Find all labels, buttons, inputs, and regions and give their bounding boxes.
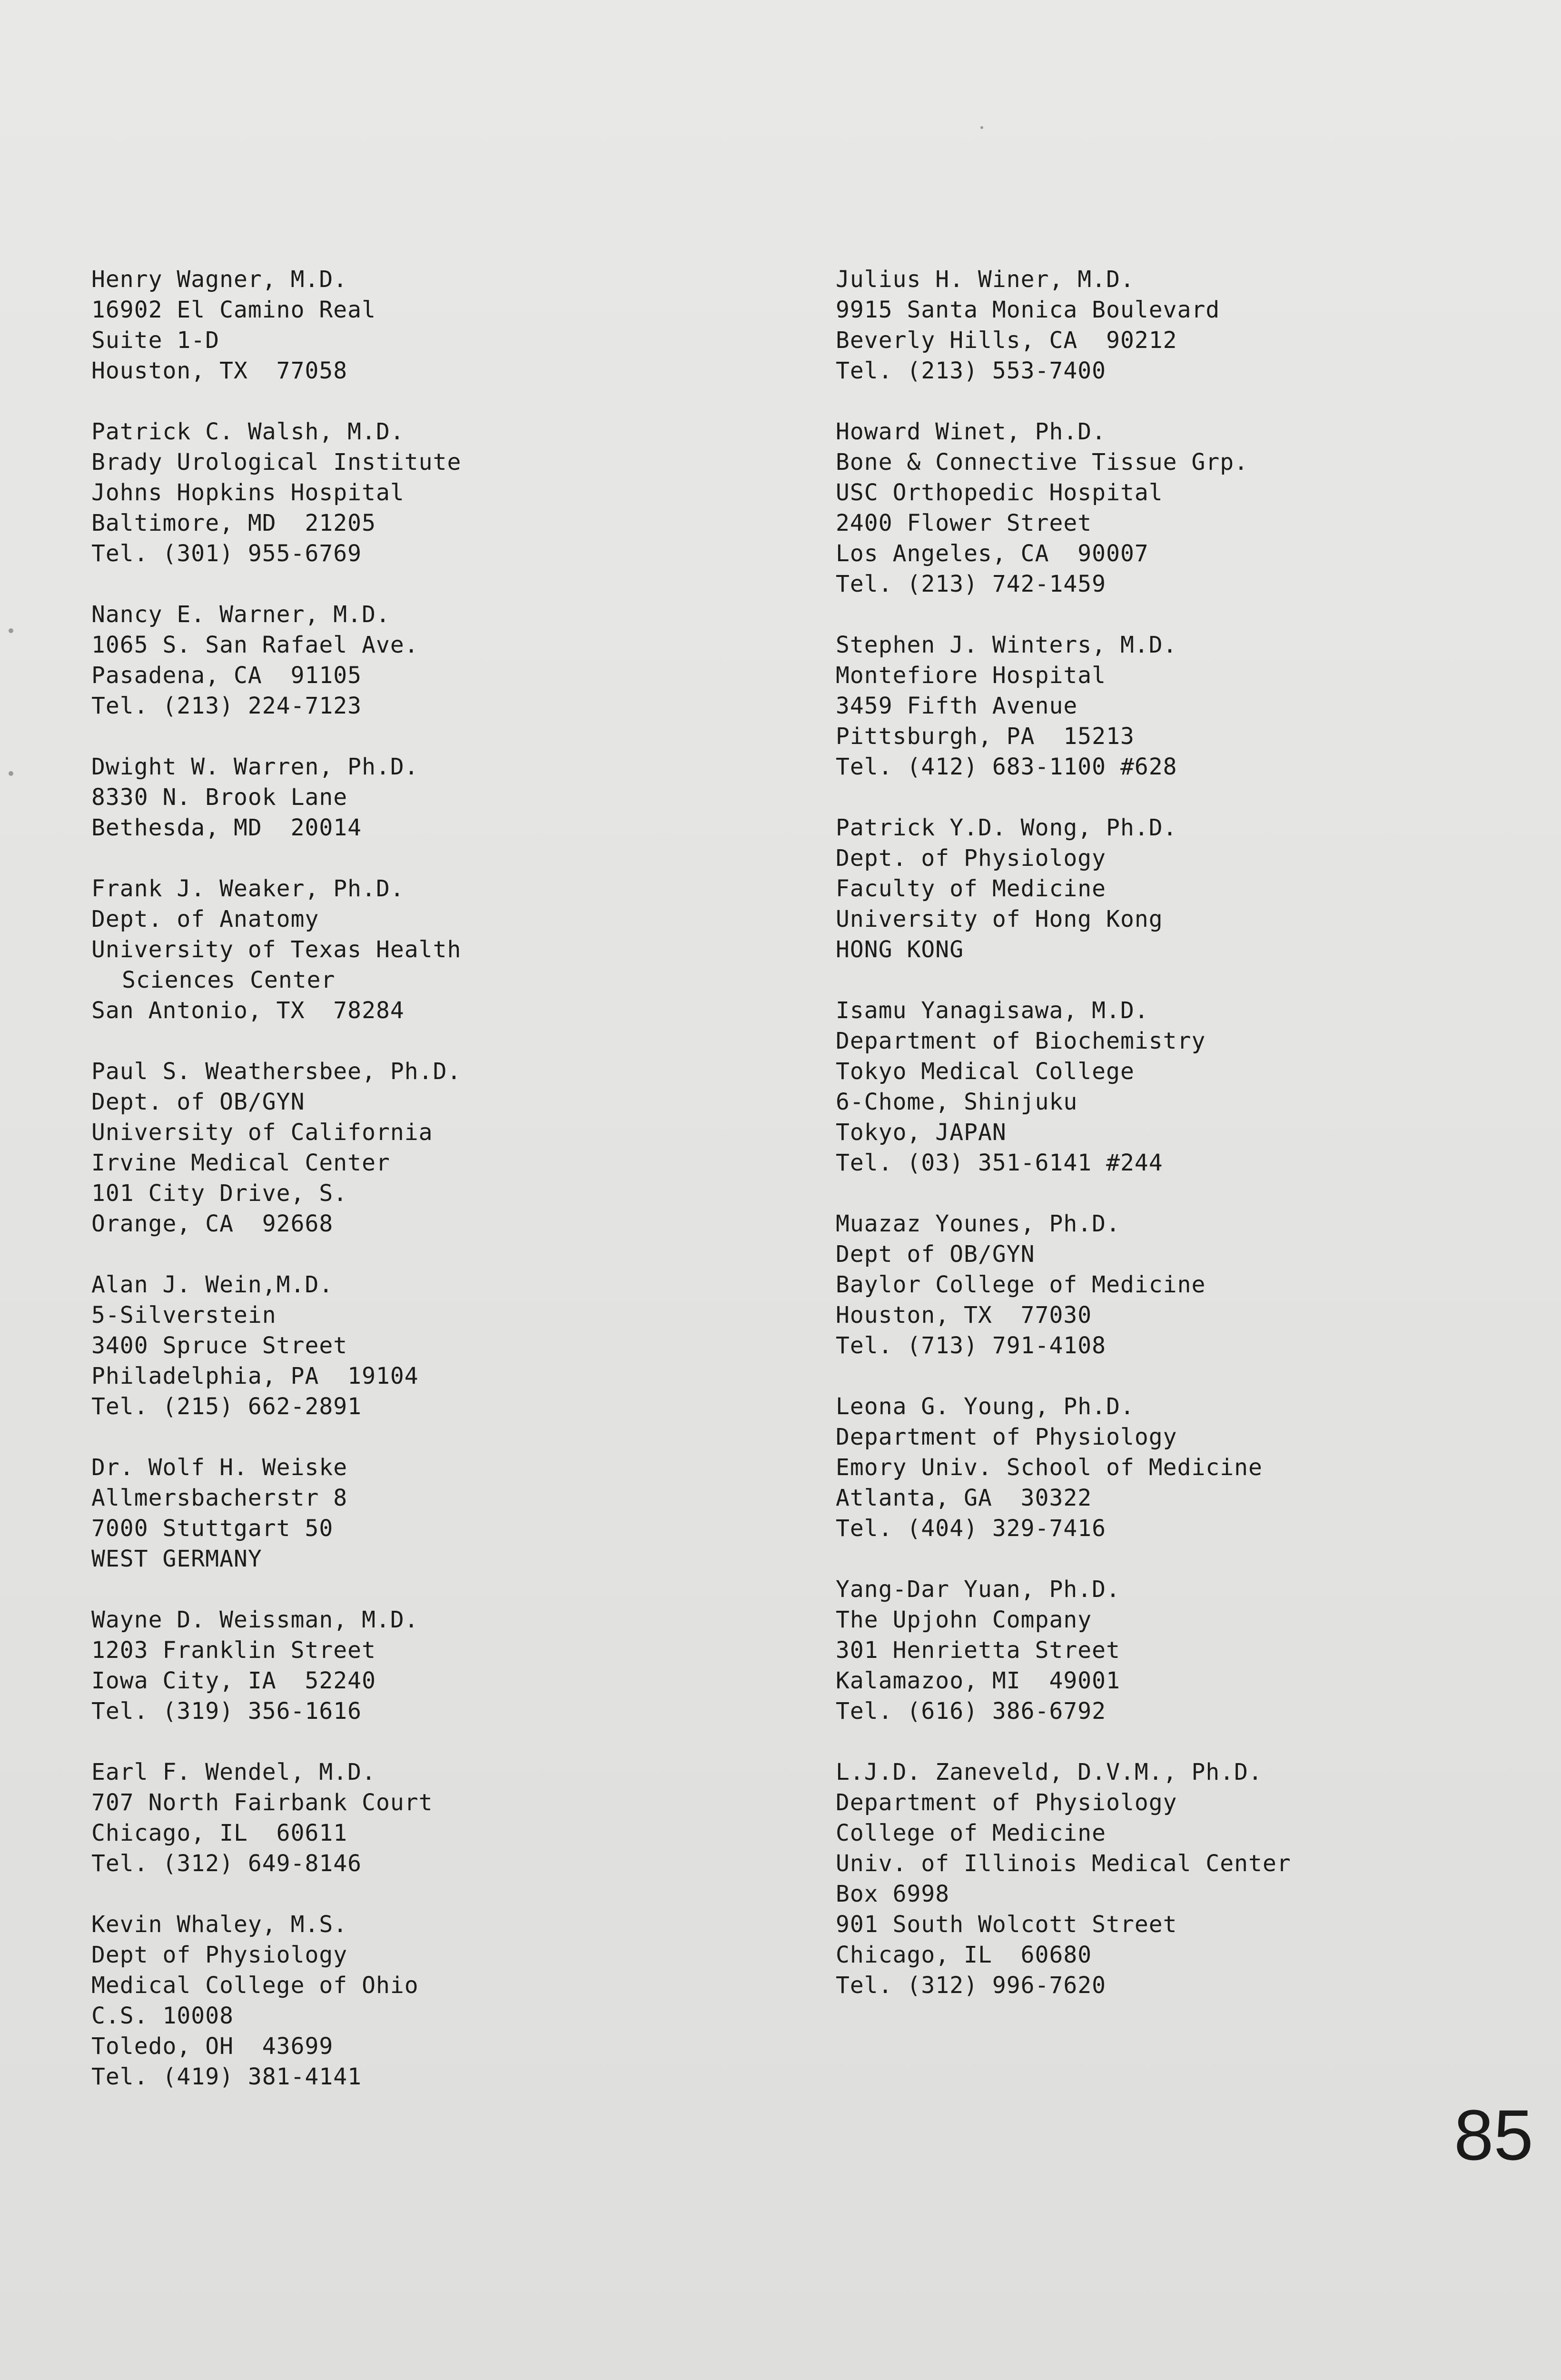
- address-line: Dept of Physiology: [91, 1942, 348, 1968]
- address-line: Tel. (301) 955-6769: [91, 540, 362, 567]
- address-line: 3459 Fifth Avenue: [836, 693, 1078, 719]
- address-line: 1203 Franklin Street: [91, 1637, 376, 1664]
- address-line: 16902 El Camino Real: [91, 297, 376, 323]
- entry-name: Frank J. Weaker, Ph.D.: [91, 875, 405, 902]
- entry-name: Kevin Whaley, M.S.: [91, 1911, 348, 1938]
- address-line: Tel. (213) 224-7123: [91, 693, 362, 719]
- address-line: Suite 1-D: [91, 327, 220, 354]
- address-entry: [91, 1909, 805, 2092]
- entry-name: Paul S. Weathersbee, Ph.D.: [91, 1058, 462, 1085]
- entry-name: Alan J. Wein,M.D.: [91, 1271, 334, 1298]
- entry-name: Patrick Y.D. Wong, Ph.D.: [836, 814, 1177, 841]
- address-line: Medical College of Ohio: [91, 1972, 419, 1999]
- address-line: Tel. (213) 742-1459: [836, 571, 1107, 597]
- address-line: 5-Silverstein: [91, 1302, 277, 1329]
- address-line: University of California: [91, 1119, 433, 1146]
- address-line: Houston, TX 77030: [836, 1302, 1092, 1329]
- address-line: San Antonio, TX 78284: [91, 997, 405, 1024]
- address-entry: [836, 416, 1550, 599]
- address-line: Pittsburgh, PA 15213: [836, 723, 1135, 750]
- address-line: Department of Biochemistry: [836, 1028, 1206, 1054]
- address-line: Johns Hopkins Hospital: [91, 479, 405, 506]
- entry-name: Julius H. Winer, M.D.: [836, 266, 1135, 293]
- entry-name: L.J.D. Zaneveld, D.V.M., Ph.D.: [836, 1759, 1263, 1785]
- address-line: Brady Urological Institute: [91, 449, 462, 476]
- address-line: 2400 Flower Street: [836, 510, 1092, 536]
- address-line: Tel. (404) 329-7416: [836, 1515, 1107, 1542]
- address-entry: [91, 1056, 805, 1239]
- address-line: Faculty of Medicine: [836, 875, 1107, 902]
- address-line: Irvine Medical Center: [91, 1150, 390, 1176]
- address-line: Dept. of OB/GYN: [91, 1089, 305, 1115]
- address-line: The Upjohn Company: [836, 1606, 1092, 1633]
- address-entry: [91, 873, 805, 1026]
- address-line: Bethesda, MD 20014: [91, 814, 362, 841]
- left-address-column: [91, 264, 805, 2122]
- address-line: 6-Chome, Shinjuku: [836, 1089, 1078, 1115]
- address-entry: [91, 1757, 805, 1879]
- address-line: Sciences Center: [122, 967, 336, 993]
- address-line: 3400 Spruce Street: [91, 1332, 348, 1359]
- entry-name: Dwight W. Warren, Ph.D.: [91, 754, 419, 780]
- address-line: Tel. (312) 649-8146: [91, 1850, 362, 1877]
- address-line: Orange, CA 92668: [91, 1210, 334, 1237]
- entry-name: Howard Winet, Ph.D.: [836, 418, 1107, 445]
- scan-speck: [9, 771, 13, 776]
- address-line: 9915 Santa Monica Boulevard: [836, 297, 1220, 323]
- address-line: College of Medicine: [836, 1820, 1107, 1846]
- entry-name: Wayne D. Weissman, M.D.: [91, 1606, 419, 1633]
- address-line: Chicago, IL 60680: [836, 1942, 1092, 1968]
- entry-name: Dr. Wolf H. Weiske: [91, 1454, 348, 1481]
- entry-name: Earl F. Wendel, M.D.: [91, 1759, 376, 1785]
- address-line: Montefiore Hospital: [836, 662, 1107, 689]
- address-line: Los Angeles, CA 90007: [836, 540, 1149, 567]
- address-line: Box 6998: [836, 1881, 950, 1907]
- address-entry: [91, 1605, 805, 1726]
- address-line: Tel. (03) 351-6141 #244: [836, 1150, 1163, 1176]
- address-line: Tel. (215) 662-2891: [91, 1393, 362, 1420]
- address-line: Baltimore, MD 21205: [91, 510, 376, 536]
- address-entry: [91, 752, 805, 843]
- address-line: HONG KONG: [836, 936, 964, 963]
- address-line: Atlanta, GA 30322: [836, 1485, 1092, 1511]
- address-line: Emory Univ. School of Medicine: [836, 1454, 1263, 1481]
- address-line: Allmersbacherstr 8: [91, 1485, 348, 1511]
- address-line: 8330 N. Brook Lane: [91, 784, 348, 811]
- scan-speck: [9, 628, 13, 633]
- address-line: Chicago, IL 60611: [91, 1820, 348, 1846]
- address-entry: [836, 1209, 1550, 1361]
- address-line: Pasadena, CA 91105: [91, 662, 362, 689]
- address-entry: [91, 1452, 805, 1574]
- address-line: Iowa City, IA 52240: [91, 1667, 376, 1694]
- address-entry: [91, 1269, 805, 1422]
- address-line: University of Hong Kong: [836, 906, 1163, 932]
- address-line: Bone & Connective Tissue Grp.: [836, 449, 1249, 476]
- address-line: Tel. (312) 996-7620: [836, 1972, 1107, 1999]
- address-entry: [836, 264, 1550, 386]
- address-entry: [91, 416, 805, 569]
- address-line: Baylor College of Medicine: [836, 1271, 1206, 1298]
- address-line: USC Orthopedic Hospital: [836, 479, 1163, 506]
- address-line: 1065 S. San Rafael Ave.: [91, 632, 419, 658]
- page-number: 85: [1454, 2095, 1533, 2175]
- address-line: Tel. (412) 683-1100 #628: [836, 754, 1177, 780]
- address-line: 7000 Stuttgart 50: [91, 1515, 334, 1542]
- entry-name: Isamu Yanagisawa, M.D.: [836, 997, 1149, 1024]
- address-entry: [836, 1391, 1550, 1544]
- address-entry: [836, 1757, 1550, 2001]
- address-line: Tel. (213) 553-7400: [836, 357, 1107, 384]
- address-line: Dept of OB/GYN: [836, 1241, 1035, 1268]
- address-line: Tel. (616) 386-6792: [836, 1698, 1107, 1725]
- entry-name: Leona G. Young, Ph.D.: [836, 1393, 1135, 1420]
- address-line: WEST GERMANY: [91, 1546, 262, 1572]
- address-line: Philadelphia, PA 19104: [91, 1363, 419, 1389]
- address-line: Tel. (319) 356-1616: [91, 1698, 362, 1725]
- entry-name: Henry Wagner, M.D.: [91, 266, 348, 293]
- address-line: C.S. 10008: [91, 2003, 234, 2029]
- address-line: Tokyo, JAPAN: [836, 1119, 1007, 1146]
- address-line: 301 Henrietta Street: [836, 1637, 1120, 1664]
- address-line: Beverly Hills, CA 90212: [836, 327, 1177, 354]
- address-line: Univ. of Illinois Medical Center: [836, 1850, 1291, 1877]
- address-line: Tel. (419) 381-4141: [91, 2063, 362, 2090]
- address-entry: [91, 599, 805, 721]
- address-line: Tokyo Medical College: [836, 1058, 1135, 1085]
- right-address-column: [836, 264, 1550, 2031]
- address-entry: [836, 1574, 1550, 1726]
- address-line: Kalamazoo, MI 49001: [836, 1667, 1120, 1694]
- entry-name: Yang-Dar Yuan, Ph.D.: [836, 1576, 1120, 1603]
- entry-name: Patrick C. Walsh, M.D.: [91, 418, 405, 445]
- address-line: 101 City Drive, S.: [91, 1180, 348, 1207]
- address-line: Tel. (713) 791-4108: [836, 1332, 1107, 1359]
- address-line: University of Texas Health: [91, 936, 462, 963]
- entry-name: Nancy E. Warner, M.D.: [91, 601, 390, 628]
- address-line: 707 North Fairbank Court: [91, 1789, 433, 1816]
- address-line: Dept. of Physiology: [836, 845, 1107, 872]
- address-entry: [836, 995, 1550, 1178]
- entry-name: Muazaz Younes, Ph.D.: [836, 1210, 1120, 1237]
- address-line: Dept. of Anatomy: [91, 906, 319, 932]
- address-line: Toledo, OH 43699: [91, 2033, 334, 2060]
- address-entry: [91, 264, 805, 386]
- address-line: Houston, TX 77058: [91, 357, 348, 384]
- entry-name: Stephen J. Winters, M.D.: [836, 632, 1177, 658]
- address-line: Department of Physiology: [836, 1789, 1177, 1816]
- scan-speck: [980, 126, 983, 129]
- address-entry: [836, 630, 1550, 782]
- address-line: Department of Physiology: [836, 1424, 1177, 1450]
- address-line: 901 South Wolcott Street: [836, 1911, 1177, 1938]
- address-entry: [836, 813, 1550, 965]
